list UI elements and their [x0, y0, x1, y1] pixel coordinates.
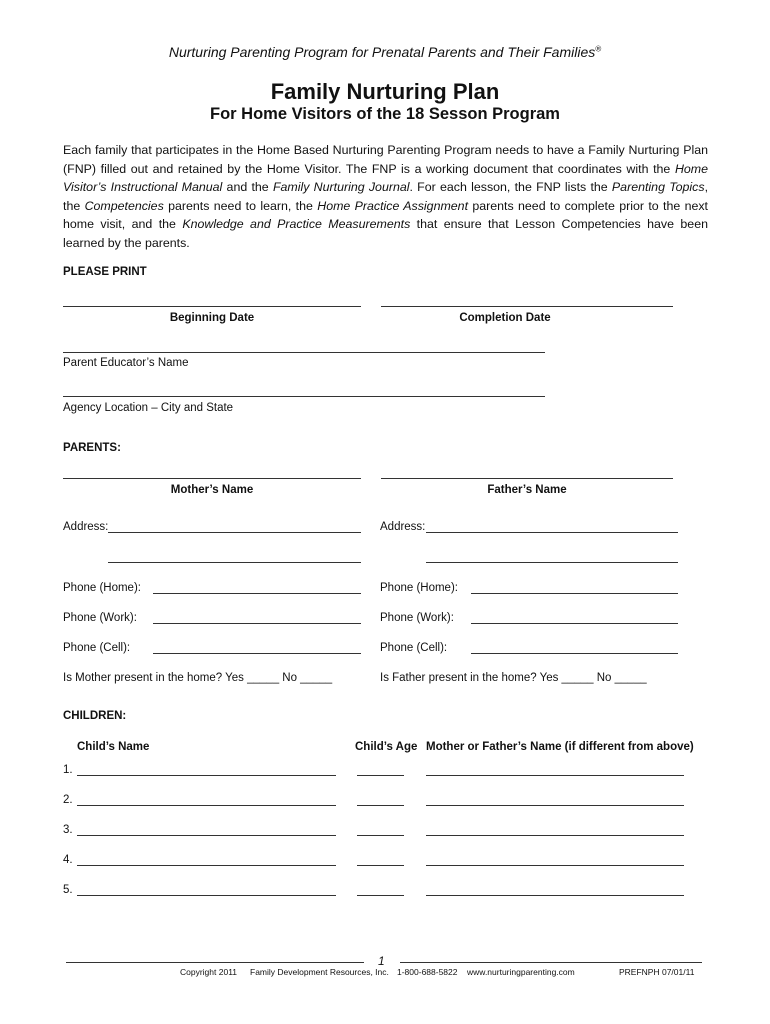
mother-address-label: Address: — [63, 521, 109, 533]
intro-italic-6: Knowledge and Practice Measurements — [182, 217, 411, 232]
child-parent-name-field[interactable] — [426, 835, 684, 836]
please-print-label: PLEASE PRINT — [63, 266, 147, 278]
footer-publisher: Family Development Resources, Inc. — [250, 967, 389, 977]
intro-italic-3: Parenting Topics — [611, 180, 705, 195]
running-title — [0, 44, 770, 60]
child-parent-name-field[interactable] — [426, 805, 684, 806]
childs-age-header: Child’s Age — [355, 741, 418, 753]
father-phone-home-field[interactable] — [471, 593, 678, 594]
mother-address-field-1[interactable] — [108, 532, 361, 533]
parents-heading: PARENTS: — [63, 442, 121, 454]
child-parent-name-field[interactable] — [426, 895, 684, 896]
child-age-field[interactable] — [357, 835, 404, 836]
footer-copyright: Copyright 2011 — [180, 967, 238, 977]
beginning-date-label: Beginning Date — [169, 312, 255, 324]
mother-phone-work-field[interactable] — [153, 623, 361, 624]
footer-code: PREFNPH 07/01/11 — [619, 967, 695, 977]
child-age-field[interactable] — [357, 865, 404, 866]
father-phone-work-field[interactable] — [471, 623, 678, 624]
parent-educator-label: Parent Educator’s Name — [63, 357, 189, 369]
page-subtitle: For Home Visitors of the 18 Sesson Program — [210, 105, 560, 123]
intro-italic-2: Family Nurturing Journal — [272, 180, 410, 195]
child-row-number: 1. — [63, 764, 73, 776]
child-name-field[interactable] — [77, 835, 336, 836]
page-title: Family Nurturing Plan — [270, 79, 500, 104]
page-number: 1 — [378, 954, 385, 968]
mother-present-question[interactable]: Is Mother present in the home? Yes _____ No _____ — [63, 672, 333, 684]
intro-text-6: parents need to complete prior to the next home visit, and the — [63, 198, 708, 232]
childs-name-header: Child’s Name — [77, 741, 150, 753]
mothers-name-field[interactable] — [63, 478, 361, 479]
intro-text-4: , the — [63, 180, 709, 213]
intro-text-2: and the — [222, 180, 273, 195]
agency-location-field[interactable] — [63, 396, 545, 397]
father-phone-work-label: Phone (Work): — [380, 612, 454, 624]
child-row-number: 3. — [63, 824, 73, 836]
father-present-question[interactable]: Is Father present in the home? Yes _____ No _____ — [380, 672, 647, 684]
intro-text-1: Each family that participates in the Home Based Nurturing Parenting Program needs to have a Family Nurturing Plan (FNP) filled out and retained by the Home Visitor. The FNP is a working document that coordinates with the — [63, 143, 708, 176]
intro-text-7: that ensure that Lesson Competencies have been learned by the parents. — [63, 217, 708, 250]
registered-mark: ® — [595, 44, 602, 54]
intro-italic-5: Home Practice Assignment — [317, 198, 469, 213]
child-name-field[interactable] — [77, 895, 336, 896]
footer-website: www.nurturingparenting.com — [467, 967, 575, 977]
intro-paragraph — [63, 141, 708, 253]
intro-italic-4: Competencies — [84, 198, 164, 213]
mother-phone-cell-field[interactable] — [153, 653, 361, 654]
father-address-field-1[interactable] — [426, 532, 678, 533]
fathers-name-label: Father’s Name — [487, 484, 567, 496]
running-title-text: Nurturing Parenting Program for Prenatal Parents and Their Families — [168, 44, 596, 60]
intro-text-5: parents need to learn, the — [163, 198, 318, 213]
fathers-name-field[interactable] — [381, 478, 673, 479]
father-phone-cell-label: Phone (Cell): — [380, 642, 448, 654]
child-age-field[interactable] — [357, 805, 404, 806]
father-phone-cell-field[interactable] — [471, 653, 678, 654]
child-name-field[interactable] — [77, 775, 336, 776]
child-parent-name-field[interactable] — [426, 775, 684, 776]
mother-phone-work-label: Phone (Work): — [63, 612, 137, 624]
mother-phone-cell-label: Phone (Cell): — [63, 642, 131, 654]
intro-italic-1: Home Visitor’s Instructional Manual — [63, 161, 708, 195]
footer-phone: 1-800-688-5822 — [397, 967, 458, 977]
child-row-number: 5. — [63, 884, 73, 896]
completion-date-label: Completion Date — [459, 312, 551, 324]
mother-phone-home-field[interactable] — [153, 593, 361, 594]
parent-name-header: Mother or Father’s Name (if different from above) — [426, 741, 694, 753]
intro-text-3: . For each lesson, the FNP lists the — [409, 180, 612, 195]
mothers-name-label: Mother’s Name — [170, 484, 254, 496]
beginning-date-field[interactable] — [63, 306, 361, 307]
child-name-field[interactable] — [77, 865, 336, 866]
completion-date-field[interactable] — [381, 306, 673, 307]
father-phone-home-label: Phone (Home): — [380, 582, 458, 594]
child-parent-name-field[interactable] — [426, 865, 684, 866]
child-row-number: 2. — [63, 794, 73, 806]
child-age-field[interactable] — [357, 775, 404, 776]
child-row-number: 4. — [63, 854, 73, 866]
parent-educator-field[interactable] — [63, 352, 545, 353]
mother-address-field-2[interactable] — [108, 562, 361, 563]
footer-rule-left — [66, 962, 364, 963]
child-name-field[interactable] — [77, 805, 336, 806]
father-address-label: Address: — [380, 521, 426, 533]
father-address-field-2[interactable] — [426, 562, 678, 563]
agency-location-label: Agency Location – City and State — [63, 402, 234, 414]
children-heading: CHILDREN: — [63, 710, 127, 722]
child-age-field[interactable] — [357, 895, 404, 896]
footer-rule-right — [400, 962, 702, 963]
mother-phone-home-label: Phone (Home): — [63, 582, 141, 594]
